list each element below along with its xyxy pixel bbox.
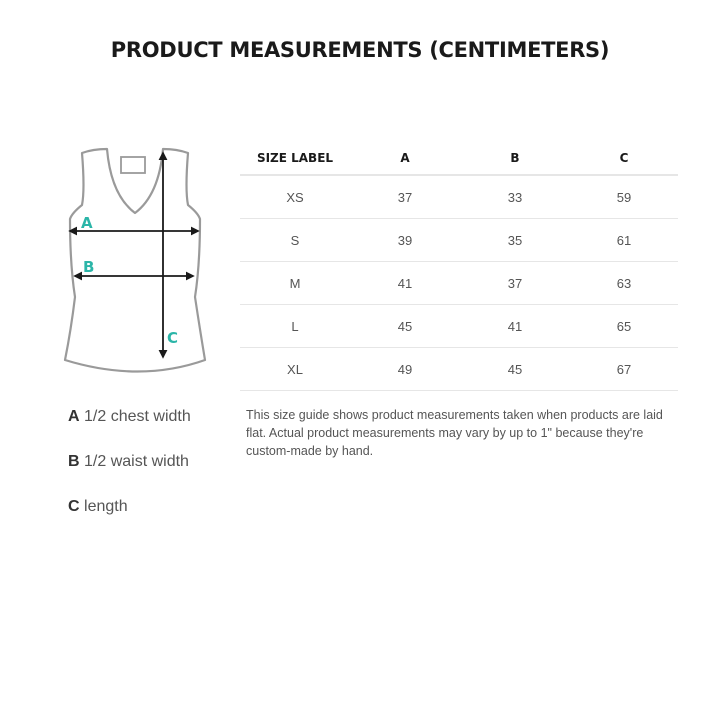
- header-a: A: [350, 142, 460, 175]
- tank-top-diagram: [55, 145, 215, 385]
- size-guide-note: This size guide shows product measurements taken when products are laid flat. Actual product measurements may vary by up to 1" because they're custom-made by hand.: [246, 408, 663, 458]
- cell-a: 45: [350, 305, 460, 348]
- cell-c: 63: [570, 262, 678, 305]
- cell-c: 61: [570, 219, 678, 262]
- cell-c: 59: [570, 175, 678, 219]
- label-c: C: [167, 329, 179, 347]
- legend-key: B: [68, 453, 80, 470]
- table-row: [240, 219, 678, 262]
- cell-b: 35: [460, 219, 570, 262]
- cell-size: S: [240, 219, 350, 262]
- legend-item-a: [68, 406, 238, 451]
- legend-item-b: [68, 451, 238, 496]
- tank-top-illustration: [55, 145, 215, 385]
- cell-a: 41: [350, 262, 460, 305]
- cell-b: 37: [460, 262, 570, 305]
- table-row: [240, 348, 678, 391]
- legend-item-c: [68, 496, 238, 541]
- cell-size: XS: [240, 175, 350, 219]
- cell-a: 49: [350, 348, 460, 391]
- cell-a: 39: [350, 219, 460, 262]
- size-table: [240, 142, 678, 391]
- legend-text: 1/2 waist width: [84, 453, 189, 470]
- cell-size: L: [240, 305, 350, 348]
- table-row: [240, 175, 678, 219]
- cell-a: 37: [350, 175, 460, 219]
- header-c: C: [570, 142, 678, 175]
- legend-key: C: [68, 498, 80, 515]
- cell-b: 45: [460, 348, 570, 391]
- table-row: [240, 305, 678, 348]
- label-a: A: [81, 214, 93, 232]
- measurement-legend: [68, 406, 238, 541]
- cell-size: M: [240, 262, 350, 305]
- page-title: PRODUCT MEASUREMENTS (CENTIMETERS): [110, 38, 610, 62]
- header-b: B: [460, 142, 570, 175]
- legend-text: length: [84, 498, 128, 515]
- header-size-label: SIZE LABEL: [240, 142, 350, 175]
- table-header-row: [240, 142, 678, 175]
- cell-b: 33: [460, 175, 570, 219]
- table-row: [240, 262, 678, 305]
- cell-b: 41: [460, 305, 570, 348]
- legend-text: 1/2 chest width: [84, 408, 191, 425]
- cell-size: XL: [240, 348, 350, 391]
- label-b: B: [83, 258, 95, 276]
- cell-c: 65: [570, 305, 678, 348]
- cell-c: 67: [570, 348, 678, 391]
- legend-key: A: [68, 408, 80, 425]
- neck-tag: [121, 157, 145, 173]
